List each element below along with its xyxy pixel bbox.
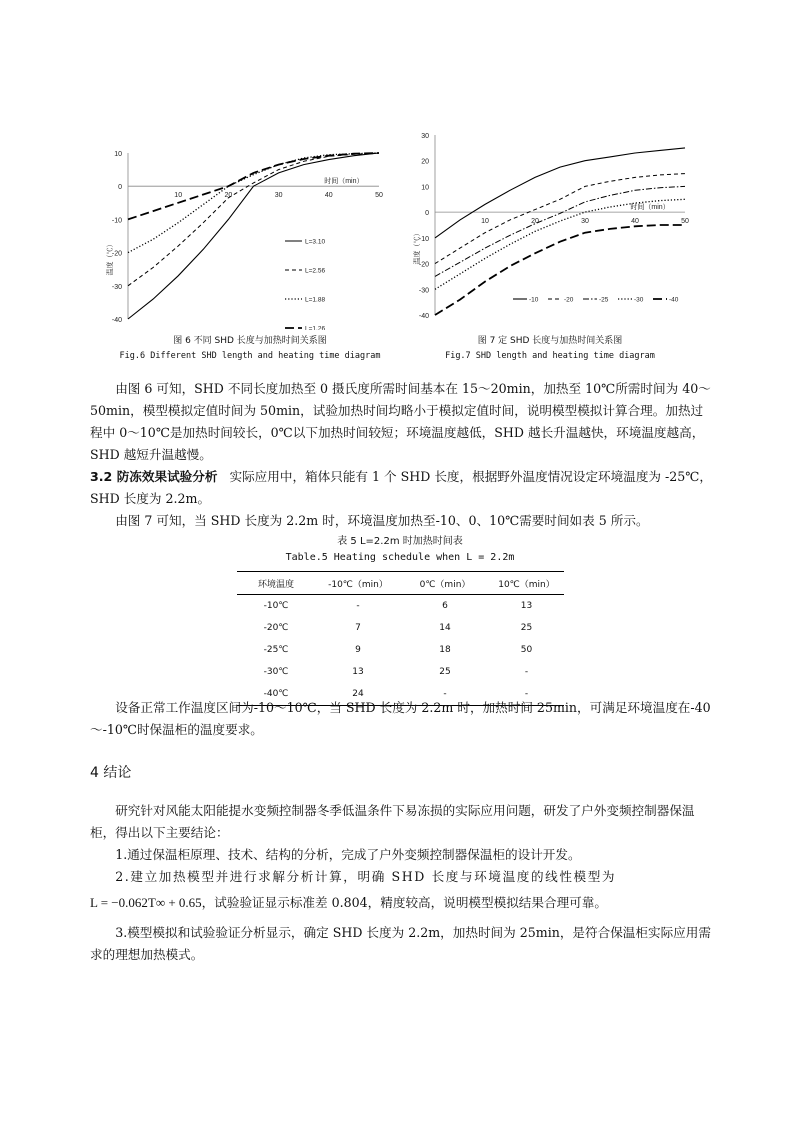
- fig7-caption-cn: 图 7 定 SHD 长度与加热时间关系图: [477, 336, 623, 346]
- figure-7: [405, 122, 705, 327]
- x-tick-label: 50: [681, 218, 689, 226]
- y-tick-label: -30: [418, 287, 429, 295]
- table-row: [237, 595, 564, 618]
- fig7-chart: [405, 122, 705, 327]
- table-cell: 25: [439, 667, 451, 677]
- x-tick-label: 40: [324, 192, 333, 200]
- y-tick-label: 0: [425, 210, 429, 218]
- table-cell: 24: [315, 683, 401, 706]
- x-tick-label: 30: [581, 218, 589, 226]
- paragraph-after-table-wrap: [90, 697, 715, 741]
- heating-table: [237, 571, 564, 706]
- legend-label: L=1.26: [305, 325, 326, 330]
- table-cell: -40℃: [237, 683, 315, 706]
- table-cell: 18: [439, 645, 451, 655]
- y-axis-title: 温度（℃）: [107, 240, 114, 276]
- table-cell: 6: [442, 601, 448, 611]
- table-cell: -30℃: [263, 667, 289, 677]
- legend-label: -25: [599, 296, 609, 304]
- table-row: [237, 661, 564, 683]
- y-tick-label: -20: [111, 250, 122, 258]
- table-cell: -: [524, 667, 529, 677]
- legend-label: L=3.10: [305, 238, 326, 246]
- table5-title-cn: 表 5 L=2.2m 时加热时间表: [337, 536, 463, 547]
- table-header-cell: 环境温度: [237, 572, 315, 595]
- section-4-title: 4 结论: [90, 765, 132, 781]
- table5-title-en: Table.5 Heating schedule when L = 2.2m: [285, 552, 515, 563]
- y-tick-label: 0: [118, 184, 122, 192]
- series-line: [435, 174, 685, 264]
- x-tick-label: 30: [274, 192, 283, 200]
- conclusion-2-cont: [90, 892, 715, 914]
- figure-6: [100, 140, 400, 330]
- fig6-caption-cn: 图 6 不同 SHD 长度与加热时间关系图: [173, 336, 327, 346]
- table-cell: -20℃: [263, 623, 289, 633]
- y-tick-label: -40: [418, 313, 429, 320]
- fig6-chart: [100, 140, 400, 330]
- x-tick-label: 20: [531, 218, 539, 226]
- fig6-caption-en: Fig.6 Different SHD length and heating time diagram: [119, 351, 381, 361]
- table-cell: -: [401, 683, 489, 706]
- linear-model-formula: L = −0.062T∞ + 0.65: [90, 895, 202, 910]
- y-tick-label: -20: [418, 261, 429, 269]
- legend-label: L=1.88: [305, 296, 326, 304]
- table-header-cell: -10℃（min）: [315, 572, 401, 595]
- paragraph-fig7-ref: 由图 7 可知，当 SHD 长度为 2.2m 时，环境温度加热至-10、0、10℃需要时间如表 5 所示。: [115, 513, 649, 528]
- section-3-2-text: 实际应用中，箱体只能有 1 个 SHD 长度，根据野外温度情况设定环境温度为 -25℃，SHD 长度为 2.2m。: [90, 469, 712, 506]
- table-cell: 9: [355, 645, 361, 655]
- table-cell: 14: [439, 623, 451, 633]
- y-tick-label: 10: [421, 184, 429, 192]
- series-line: [435, 148, 685, 238]
- conclusions: [90, 800, 715, 966]
- section-3-text: [90, 378, 715, 532]
- y-tick-label: 20: [421, 158, 429, 166]
- table-cell: 50: [520, 645, 533, 655]
- y-axis-title: 温度（℃）: [414, 229, 421, 265]
- conclusion-2: 2.建立加热模型并进行求解分析计算，明确 SHD 长度与环境温度的线性模型为: [115, 869, 617, 884]
- x-tick-label: 10: [174, 192, 183, 200]
- legend-label: -40: [669, 296, 679, 304]
- table-cell: 13: [352, 667, 364, 677]
- fig7-caption-en: Fig.7 SHD length and heating time diagram: [445, 351, 655, 361]
- y-tick-label: -40: [111, 317, 122, 324]
- series-line: [435, 199, 685, 289]
- conclusion-3: 3.模型模拟和试验验证分析显示，确定 SHD 长度为 2.2m，加热时间为 25min，是符合保温柜实际应用需求的理想加热模式。: [90, 925, 711, 962]
- x-axis-title: 时间（min）: [630, 204, 670, 212]
- x-tick-label: 50: [375, 192, 383, 200]
- table-cell: 25: [520, 623, 533, 633]
- x-tick-label: 40: [631, 218, 639, 226]
- section-3-2: [90, 466, 715, 510]
- legend-label: -20: [564, 296, 574, 304]
- table-header-row: [237, 572, 564, 595]
- x-tick-label: 20: [224, 192, 233, 200]
- series-line: [128, 153, 379, 253]
- series-line: [435, 186, 685, 276]
- conclusion-1: 1.通过保温柜原理、技术、结构的分析，完成了户外变频控制器保温柜的设计开发。: [115, 847, 581, 862]
- table-cell: -10℃: [263, 601, 289, 611]
- x-axis-title: 时间（min）: [324, 178, 364, 186]
- table5: [237, 571, 564, 706]
- paragraph-fig6-analysis: 由图 6 可知，SHD 不同长度加热至 0 摄氏度所需时间基本在 15～20min，加热至 10℃所需时间为 40～50min，模型模拟定值时间为 50min，试验加热时间均略小于模拟定值时间，说明模型模拟计算合理。加热过程中 0～10℃是加热时间较长，0℃以下加热时间较短；环境温度越低，SHD 越长升温越快，环境温度越高，SHD 越短升温越慢。: [90, 381, 711, 462]
- table-cell: 7: [355, 623, 361, 633]
- table-row: [237, 639, 564, 661]
- series-line: [435, 225, 685, 315]
- y-tick-label: 30: [421, 133, 429, 140]
- section-3-2-title: 3.2 防冻效果试验分析: [90, 469, 218, 484]
- table-cell: -25℃: [263, 645, 289, 655]
- table-row: [237, 617, 564, 639]
- table-header-cell: 0℃（min）: [401, 572, 489, 595]
- x-tick-label: 10: [481, 218, 489, 226]
- legend-label: L=2.56: [305, 267, 326, 275]
- y-tick-label: 10: [114, 151, 122, 158]
- table-header-cell: 10℃（min）: [489, 572, 564, 595]
- conclusion-intro: 研究针对风能太阳能提水变频控制器冬季低温条件下易冻损的实际应用问题，研发了户外变频控制器保温柜，得出以下主要结论：: [90, 803, 695, 840]
- legend-label: -10: [529, 296, 539, 304]
- conclusion-2-tail: ，试验验证显示标准差 0.804，精度较高，说明模型模拟结果合理可靠。: [201, 895, 607, 910]
- table-cell: -: [489, 683, 564, 706]
- legend-label: -30: [634, 296, 644, 304]
- table-cell: -: [356, 601, 360, 611]
- y-tick-label: -10: [418, 235, 429, 243]
- y-tick-label: -30: [111, 283, 122, 291]
- paragraph-after-table: 设备正常工作温度区间为-10～10℃，当 SHD 长度为 2.2m 时，加热时间 25min，可满足环境温度在-40～-10℃时保温柜的温度要求。: [90, 700, 711, 737]
- table-cell: 13: [520, 601, 533, 611]
- y-tick-label: -10: [111, 217, 122, 225]
